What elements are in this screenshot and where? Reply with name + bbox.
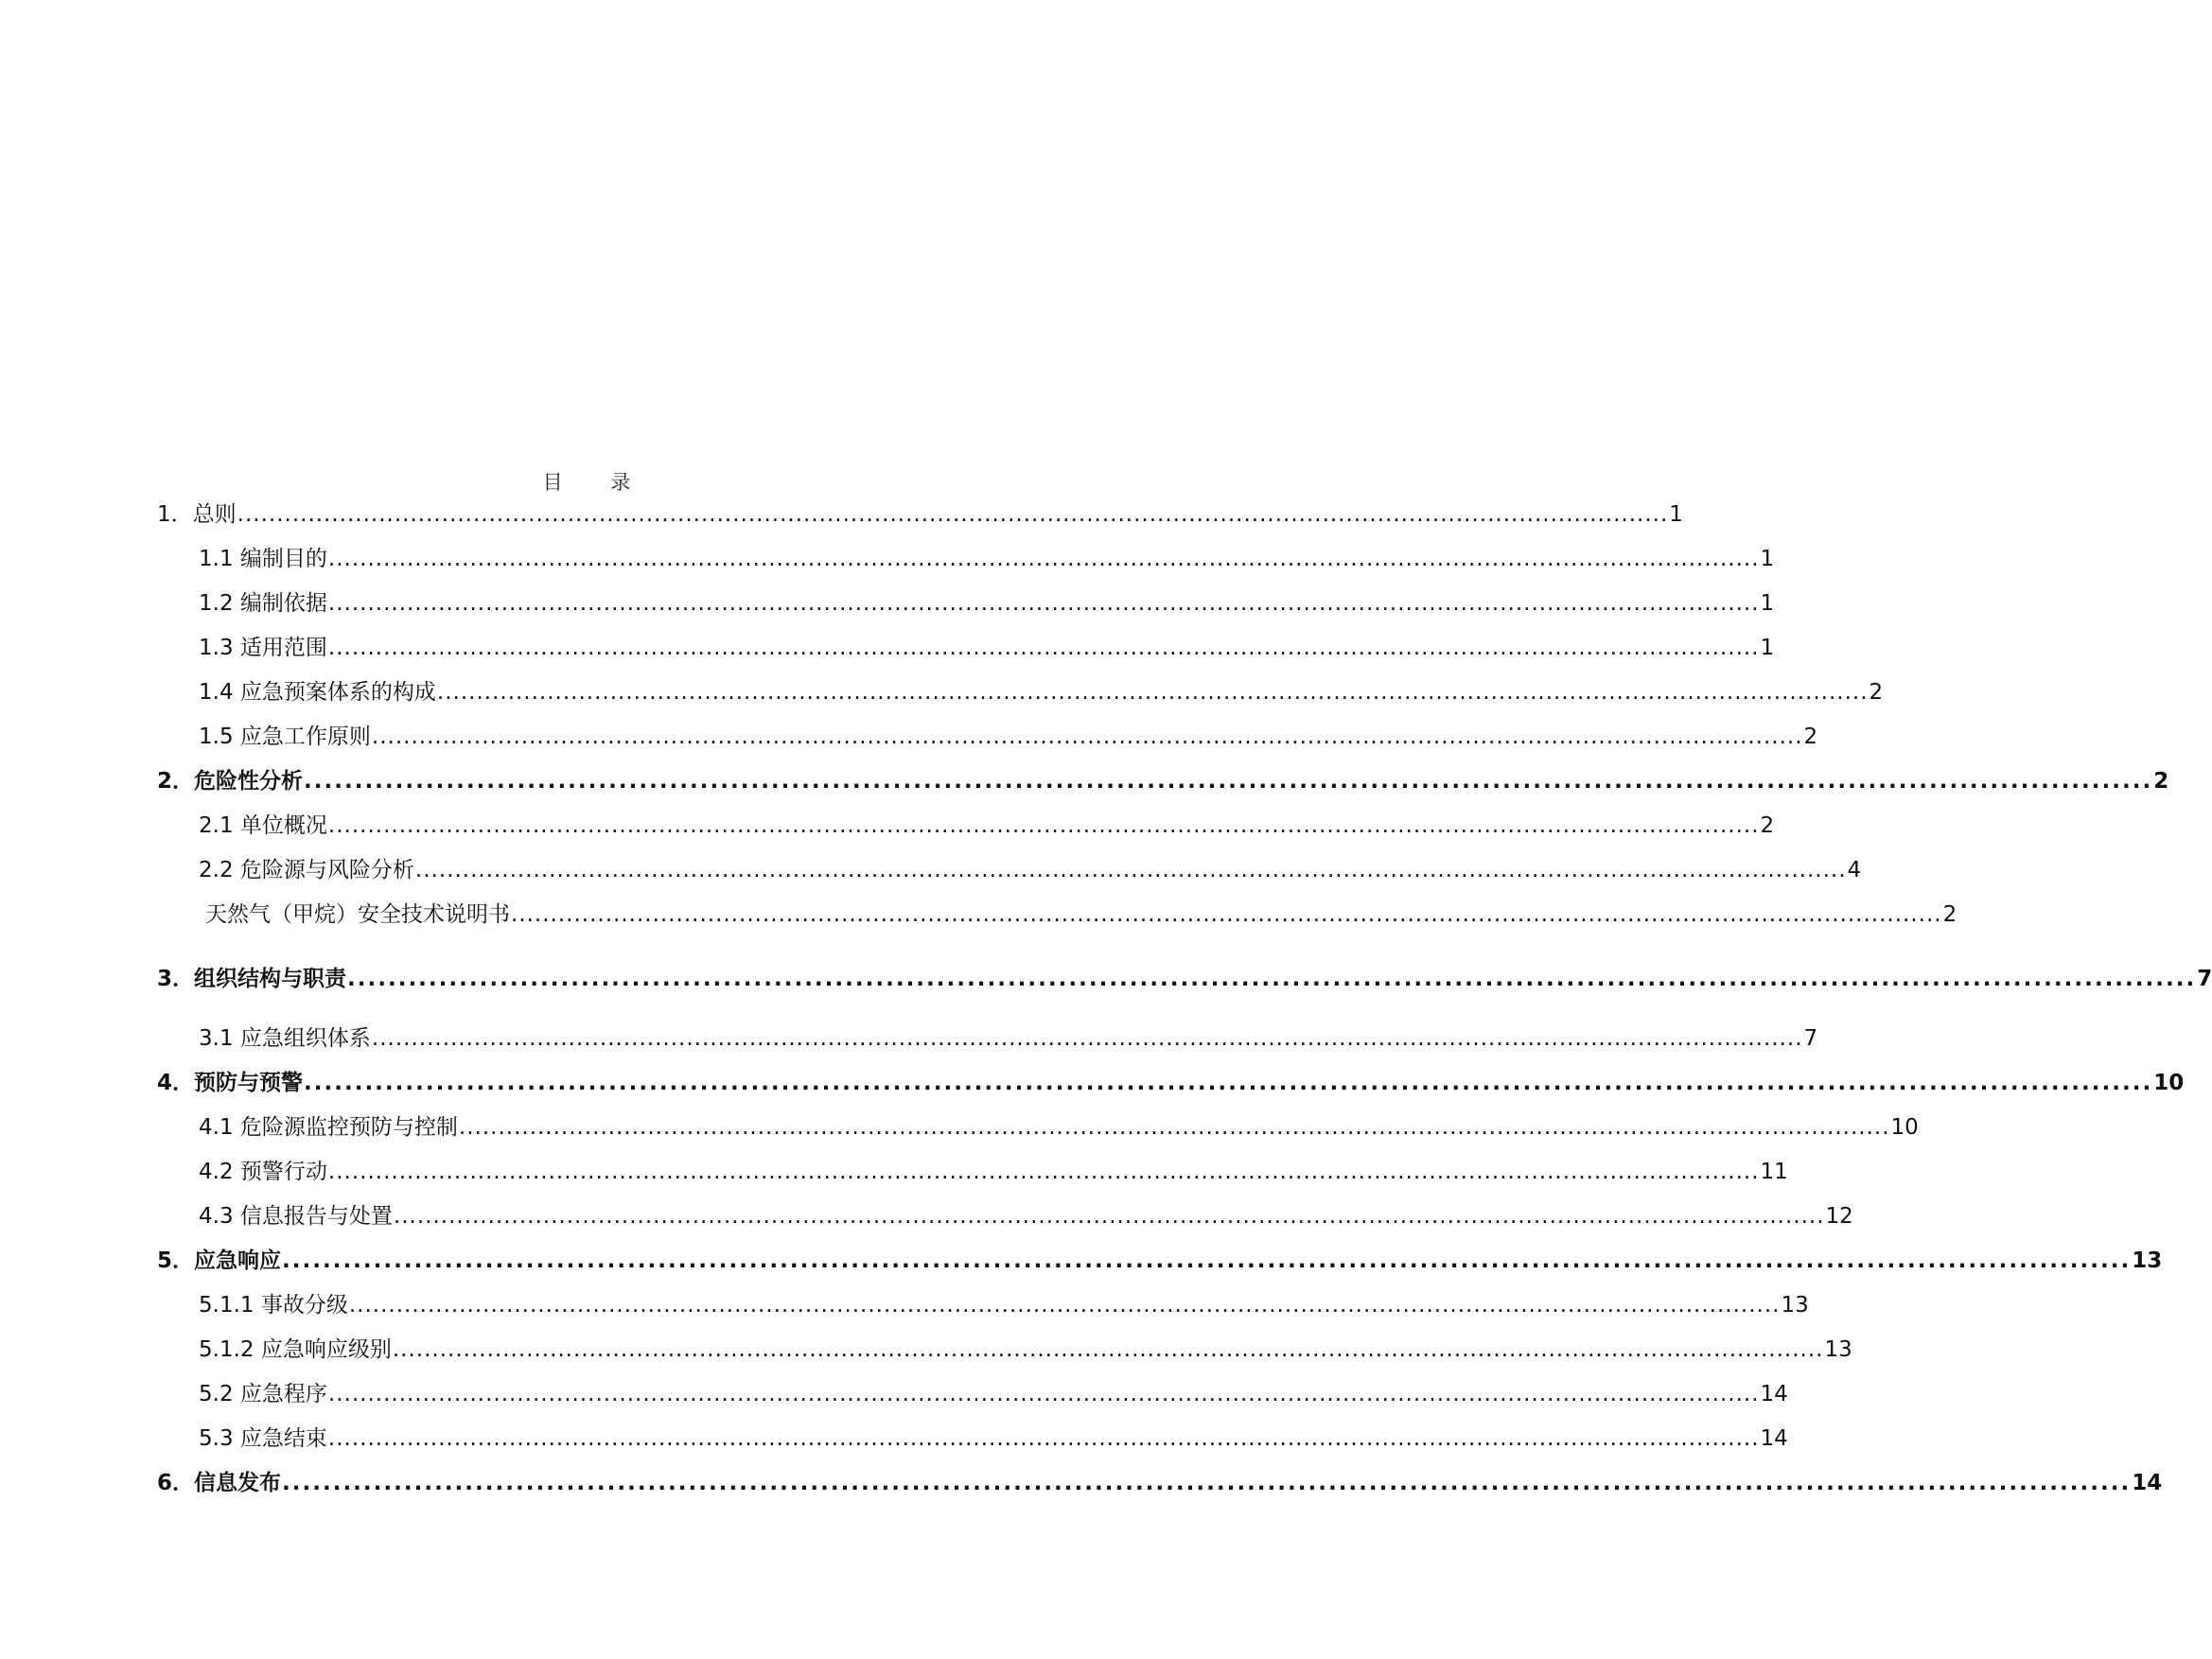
toc-entry-1[interactable] [157, 500, 1683, 529]
toc-entry-label: 4.1 危险源监控预防与控制 [199, 1115, 458, 1140]
toc-entry-1-1[interactable] [199, 545, 1775, 573]
toc-page-number: 10 [1890, 1115, 1919, 1140]
toc-entry-label: 4．预防与预警 [157, 1071, 304, 1095]
toc-dot-leader: ...................................................................................................................................................................................... [348, 1293, 1781, 1318]
toc-entry-4[interactable] [157, 1069, 2185, 1097]
toc-page-number: 2 [1760, 813, 1775, 838]
toc-dot-leader: ...................................................................................................................................................................................... [393, 1204, 1825, 1229]
toc-entry-label: 1.2 编制依据 [199, 591, 327, 616]
toc-page-number: 1 [1760, 591, 1775, 616]
toc-entry-2-2[interactable] [199, 856, 1862, 884]
toc-entry-label: 1．总则 [157, 502, 237, 527]
toc-entry-4-1[interactable] [199, 1113, 1919, 1142]
toc-dot-leader: ...................................................................................................................................................................................... [304, 769, 2153, 794]
toc-entry-3-1[interactable] [199, 1024, 1818, 1053]
toc-entry-5-1-2[interactable] [199, 1336, 1852, 1364]
toc-page-number: 2 [1942, 902, 1957, 927]
toc-entry-label: 2．危险性分析 [157, 769, 304, 794]
toc-page-number: 4 [1847, 858, 1862, 882]
toc-page-number: 1 [1760, 636, 1775, 660]
toc-entry-label: 4.3 信息报告与处置 [199, 1204, 393, 1229]
toc-dot-leader: ...................................................................................................................................................................................... [327, 1426, 1760, 1451]
toc-entry-3[interactable] [157, 965, 2212, 993]
toc-entry-5[interactable] [157, 1247, 2163, 1275]
toc-entry-label: 1.5 应急工作原则 [199, 725, 371, 749]
toc-page-number: 2 [1869, 680, 1884, 705]
toc-dot-leader: ...................................................................................................................................................................................... [304, 1071, 2153, 1095]
toc-entry-label: 5.1.1 事故分级 [199, 1293, 348, 1318]
toc-page-number: 10 [2153, 1071, 2185, 1095]
toc-entry-5-2[interactable] [199, 1380, 1788, 1408]
toc-entry-5-1-1[interactable] [199, 1291, 1809, 1319]
toc-entry-label: 5．应急响应 [157, 1249, 282, 1273]
toc-entry-4-3[interactable] [199, 1202, 1853, 1231]
toc-entry-label: 4.2 预警行动 [199, 1160, 327, 1184]
toc-page-number: 2 [2153, 769, 2169, 794]
toc-dot-leader: ...................................................................................................................................................................................... [436, 680, 1869, 705]
toc-dot-leader: ...................................................................................................................................................................................... [511, 902, 1942, 927]
toc-page-number: 7 [2197, 967, 2212, 991]
toc-page-number: 13 [2132, 1249, 2163, 1273]
toc-dot-leader: ...................................................................................................................................................................................... [327, 591, 1760, 616]
toc-entry-label: 2.1 单位概况 [199, 813, 327, 838]
toc-dot-leader: ...................................................................................................................................................................................... [327, 547, 1760, 571]
toc-dot-leader: ...................................................................................................................................................................................... [327, 1160, 1760, 1184]
toc-page-number: 13 [1781, 1293, 1809, 1318]
toc-entry-6[interactable] [157, 1469, 2163, 1497]
toc-page-number: 14 [1760, 1426, 1788, 1451]
toc-page-number: 13 [1824, 1337, 1852, 1362]
toc-entry-label: 3．组织结构与职责 [157, 967, 347, 991]
toc-page-number: 7 [1803, 1026, 1818, 1051]
toc-page-number: 14 [2132, 1471, 2163, 1495]
toc-entry-label: 1.3 适用范围 [199, 636, 327, 660]
toc-page-number: 2 [1803, 725, 1818, 749]
toc-dot-leader: ...................................................................................................................................................................................... [371, 725, 1803, 749]
toc-entry-label: 天然气（甲烷）安全技术说明书 [205, 902, 510, 927]
toc-page-number: 12 [1825, 1204, 1853, 1229]
toc-entry-label: 1.4 应急预案体系的构成 [199, 680, 436, 705]
toc-entry-msds[interactable] [205, 900, 1957, 929]
toc-dot-leader: ...................................................................................................................................................................................... [237, 502, 1669, 527]
toc-page-number: 1 [1669, 502, 1683, 527]
toc-entry-5-3[interactable] [199, 1424, 1788, 1453]
toc-dot-leader: ...................................................................................................................................................................................... [347, 967, 2197, 991]
toc-entry-1-3[interactable] [199, 634, 1775, 662]
toc-dot-leader: ...................................................................................................................................................................................... [392, 1337, 1824, 1362]
toc-entry-1-5[interactable] [199, 723, 1818, 751]
toc-dot-leader: ...................................................................................................................................................................................... [371, 1026, 1803, 1051]
toc-entry-1-2[interactable] [199, 589, 1775, 618]
toc-page-number: 11 [1760, 1160, 1788, 1184]
toc-entry-label: 5.3 应急结束 [199, 1426, 327, 1451]
toc-dot-leader: ...................................................................................................................................................................................... [414, 858, 1847, 882]
toc-dot-leader: ...................................................................................................................................................................................... [458, 1115, 1890, 1140]
toc-entry-4-2[interactable] [199, 1158, 1788, 1186]
toc-entry-2-1[interactable] [199, 812, 1775, 840]
toc-dot-leader: ...................................................................................................................................................................................... [282, 1471, 2132, 1495]
toc-entry-label: 2.2 危险源与风险分析 [199, 858, 414, 882]
toc-dot-leader: ...................................................................................................................................................................................... [327, 813, 1760, 838]
toc-dot-leader: ...................................................................................................................................................................................... [282, 1249, 2132, 1273]
toc-entry-label: 6．信息发布 [157, 1471, 282, 1495]
toc-page-number: 14 [1760, 1382, 1788, 1406]
toc-entry-2[interactable] [157, 767, 2169, 795]
toc-entry-label: 1.1 编制目的 [199, 547, 327, 571]
toc-title: 目 录 [542, 471, 652, 494]
toc-entry-label: 5.2 应急程序 [199, 1382, 327, 1406]
toc-entry-1-4[interactable] [199, 678, 1884, 707]
toc-entry-label: 3.1 应急组织体系 [199, 1026, 371, 1051]
toc-dot-leader: ...................................................................................................................................................................................... [327, 1382, 1760, 1406]
toc-entry-label: 5.1.2 应急响应级别 [199, 1337, 392, 1362]
toc-dot-leader: ...................................................................................................................................................................................... [327, 636, 1760, 660]
toc-page-number: 1 [1760, 547, 1775, 571]
